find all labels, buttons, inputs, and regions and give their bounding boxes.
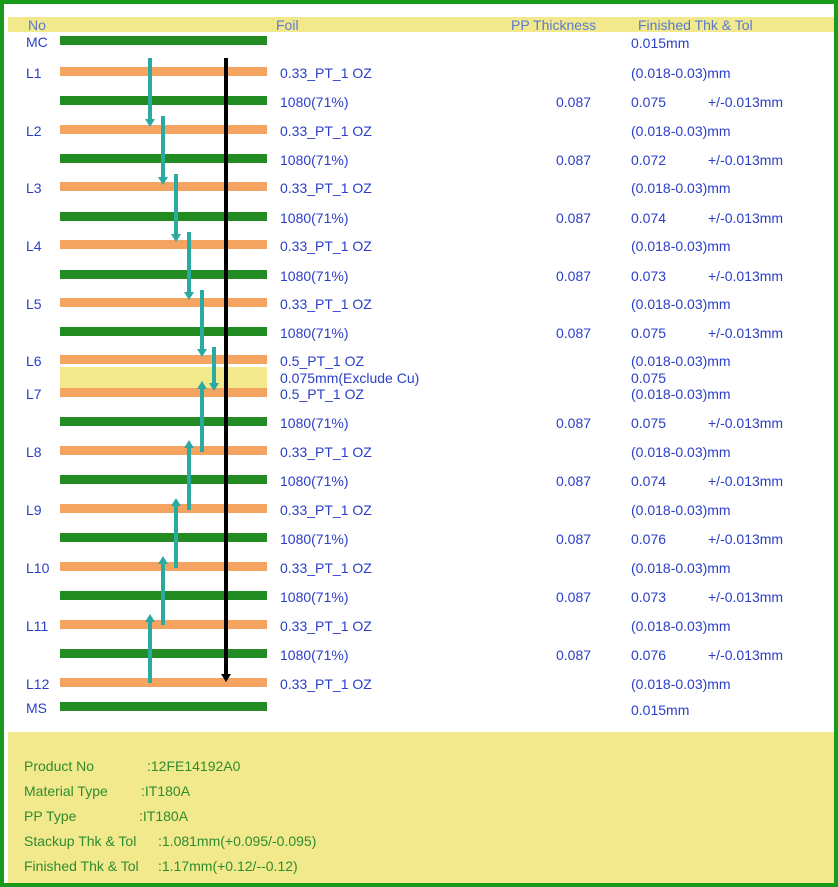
layer-finished: (0.018-0.03)mm xyxy=(631,65,731,81)
foil-spec: 0.33_PT_1 OZ xyxy=(280,238,372,254)
prepreg-finished: 0.073 xyxy=(631,268,667,284)
prepreg-bar-7 xyxy=(60,475,267,484)
layer-label-10: L10 xyxy=(26,560,50,576)
pp-thickness: 0.087 xyxy=(556,589,592,605)
pp-thickness: 0.087 xyxy=(556,647,592,663)
copper-bar-10 xyxy=(60,562,267,571)
pp-thickness: 0.087 xyxy=(556,325,592,341)
layer-label-11: L11 xyxy=(26,618,49,634)
prepreg-tolerance: +/-0.013mm xyxy=(708,531,784,547)
prepreg-tolerance: +/-0.013mm xyxy=(708,647,784,663)
layer-label-1: L1 xyxy=(26,65,42,81)
prepreg-finished: 0.073 xyxy=(631,589,667,605)
prepreg-finished: 0.075 xyxy=(631,94,667,110)
layer-finished: (0.018-0.03)mm xyxy=(631,618,731,634)
prepreg-type: 1080(71%) xyxy=(280,473,349,489)
layer-label-9: L9 xyxy=(26,502,42,518)
layer-finished: (0.018-0.03)mm xyxy=(631,123,731,139)
info-key: Product No xyxy=(24,758,95,774)
core-desc: 0.075mm(Exclude Cu) xyxy=(280,370,420,386)
prepreg-bar-2 xyxy=(60,154,267,163)
copper-bar-1 xyxy=(60,67,267,76)
header-row xyxy=(8,17,834,32)
core-finished: 0.075 xyxy=(631,370,667,386)
prepreg-tolerance: +/-0.013mm xyxy=(708,473,784,489)
header-finished: Finished Thk & Tol xyxy=(638,17,753,33)
prepreg-bar-10 xyxy=(60,649,267,658)
foil-spec: 0.33_PT_1 OZ xyxy=(280,676,372,692)
info-value: :12FE14192A0 xyxy=(147,758,241,774)
prepreg-type: 1080(71%) xyxy=(280,268,349,284)
header-pp-thickness: PP Thickness xyxy=(511,17,597,33)
layer-label-12: L12 xyxy=(26,676,50,692)
layer-finished: (0.018-0.03)mm xyxy=(631,180,731,196)
copper-bar-12 xyxy=(60,678,267,687)
prepreg-bar-5 xyxy=(60,327,267,336)
prepreg-finished: 0.075 xyxy=(631,325,667,341)
prepreg-bar-6 xyxy=(60,417,267,426)
prepreg-type: 1080(71%) xyxy=(280,647,349,663)
layer-finished: (0.018-0.03)mm xyxy=(631,296,731,312)
foil-spec: 0.33_PT_1 OZ xyxy=(280,502,372,518)
info-finished xyxy=(24,858,298,874)
prepreg-type: 1080(71%) xyxy=(280,210,349,226)
info-value: :IT180A xyxy=(139,808,189,824)
pp-thickness: 0.087 xyxy=(556,473,592,489)
copper-bar-9 xyxy=(60,504,267,513)
copper-bar-7 xyxy=(60,388,267,397)
copper-bar-3 xyxy=(60,182,267,191)
info-key: Material Type xyxy=(24,783,108,799)
layer-label-3: L3 xyxy=(26,180,42,196)
foil-spec: 0.5_PT_1 OZ xyxy=(280,353,365,369)
prepreg-bar-8 xyxy=(60,533,267,542)
layer-finished: (0.018-0.03)mm xyxy=(631,676,731,692)
foil-spec: 0.33_PT_1 OZ xyxy=(280,444,372,460)
prepreg-finished: 0.074 xyxy=(631,210,667,226)
copper-bar-5 xyxy=(60,298,267,307)
info-value: :IT180A xyxy=(141,783,191,799)
prepreg-type: 1080(71%) xyxy=(280,531,349,547)
prepreg-bar-9 xyxy=(60,591,267,600)
pp-thickness: 0.087 xyxy=(556,415,592,431)
info-product-no xyxy=(24,758,241,774)
prepreg-finished: 0.076 xyxy=(631,647,667,663)
layer-label-5: L5 xyxy=(26,296,42,312)
prepreg-finished: 0.074 xyxy=(631,473,667,489)
info-panel xyxy=(8,732,834,883)
prepreg-type: 1080(71%) xyxy=(280,415,349,431)
layer-finished: (0.018-0.03)mm xyxy=(631,238,731,254)
foil-spec: 0.33_PT_1 OZ xyxy=(280,180,372,196)
layer-finished: (0.018-0.03)mm xyxy=(631,444,731,460)
prepreg-type: 1080(71%) xyxy=(280,152,349,168)
foil-spec: 0.33_PT_1 OZ xyxy=(280,560,372,576)
info-key: Stackup Thk & Tol xyxy=(24,833,137,849)
foil-spec: 0.33_PT_1 OZ xyxy=(280,123,372,139)
copper-bar-6 xyxy=(60,355,267,364)
ms-finished: 0.015mm xyxy=(631,702,690,718)
layer-finished: (0.018-0.03)mm xyxy=(631,353,731,369)
layer-finished: (0.018-0.03)mm xyxy=(631,386,731,402)
prepreg-tolerance: +/-0.013mm xyxy=(708,415,784,431)
prepreg-tolerance: +/-0.013mm xyxy=(708,152,784,168)
prepreg-tolerance: +/-0.013mm xyxy=(708,325,784,341)
prepreg-tolerance: +/-0.013mm xyxy=(708,210,784,226)
prepreg-bar-1 xyxy=(60,96,267,105)
prepreg-bar-3 xyxy=(60,212,267,221)
layer-finished: (0.018-0.03)mm xyxy=(631,502,731,518)
ms-label: MS xyxy=(26,700,47,716)
info-pp-type xyxy=(24,808,189,824)
layer-label-7: L7 xyxy=(26,386,42,402)
layer-finished: (0.018-0.03)mm xyxy=(631,560,731,576)
prepreg-bar-4 xyxy=(60,270,267,279)
mask-bar-top xyxy=(60,36,267,45)
layer-label-8: L8 xyxy=(26,444,42,460)
pp-thickness: 0.087 xyxy=(556,152,592,168)
layer-label-6: L6 xyxy=(26,353,42,369)
pp-thickness: 0.087 xyxy=(556,210,592,226)
foil-spec: 0.33_PT_1 OZ xyxy=(280,618,372,634)
mask-bar-bottom xyxy=(60,702,267,711)
foil-spec: 0.33_PT_1 OZ xyxy=(280,296,372,312)
copper-bar-2 xyxy=(60,125,267,134)
info-material-type xyxy=(24,783,191,799)
pp-thickness: 0.087 xyxy=(556,94,592,110)
info-value: :1.081mm(+0.095/-0.095) xyxy=(158,833,317,849)
mc-finished: 0.015mm xyxy=(631,35,690,51)
prepreg-type: 1080(71%) xyxy=(280,589,349,605)
prepreg-finished: 0.076 xyxy=(631,531,667,547)
prepreg-type: 1080(71%) xyxy=(280,94,349,110)
prepreg-type: 1080(71%) xyxy=(280,325,349,341)
header-foil: Foil xyxy=(276,17,299,33)
foil-spec: 0.5_PT_1 OZ xyxy=(280,386,365,402)
prepreg-tolerance: +/-0.013mm xyxy=(708,94,784,110)
info-stackup xyxy=(24,833,317,849)
layer-label-4: L4 xyxy=(26,238,42,254)
pp-thickness: 0.087 xyxy=(556,531,592,547)
mc-label: MC xyxy=(26,34,48,50)
layer-label-2: L2 xyxy=(26,123,42,139)
foil-spec: 0.33_PT_1 OZ xyxy=(280,65,372,81)
prepreg-finished: 0.072 xyxy=(631,152,667,168)
prepreg-finished: 0.075 xyxy=(631,415,667,431)
info-value: :1.17mm(+0.12/--0.12) xyxy=(158,858,298,874)
copper-bar-11 xyxy=(60,620,267,629)
header-no: No xyxy=(28,17,46,33)
prepreg-tolerance: +/-0.013mm xyxy=(708,589,784,605)
info-key: PP Type xyxy=(24,808,77,824)
copper-bar-4 xyxy=(60,240,267,249)
pp-thickness: 0.087 xyxy=(556,268,592,284)
prepreg-tolerance: +/-0.013mm xyxy=(708,268,784,284)
info-key: Finished Thk & Tol xyxy=(24,858,139,874)
copper-bar-8 xyxy=(60,446,267,455)
